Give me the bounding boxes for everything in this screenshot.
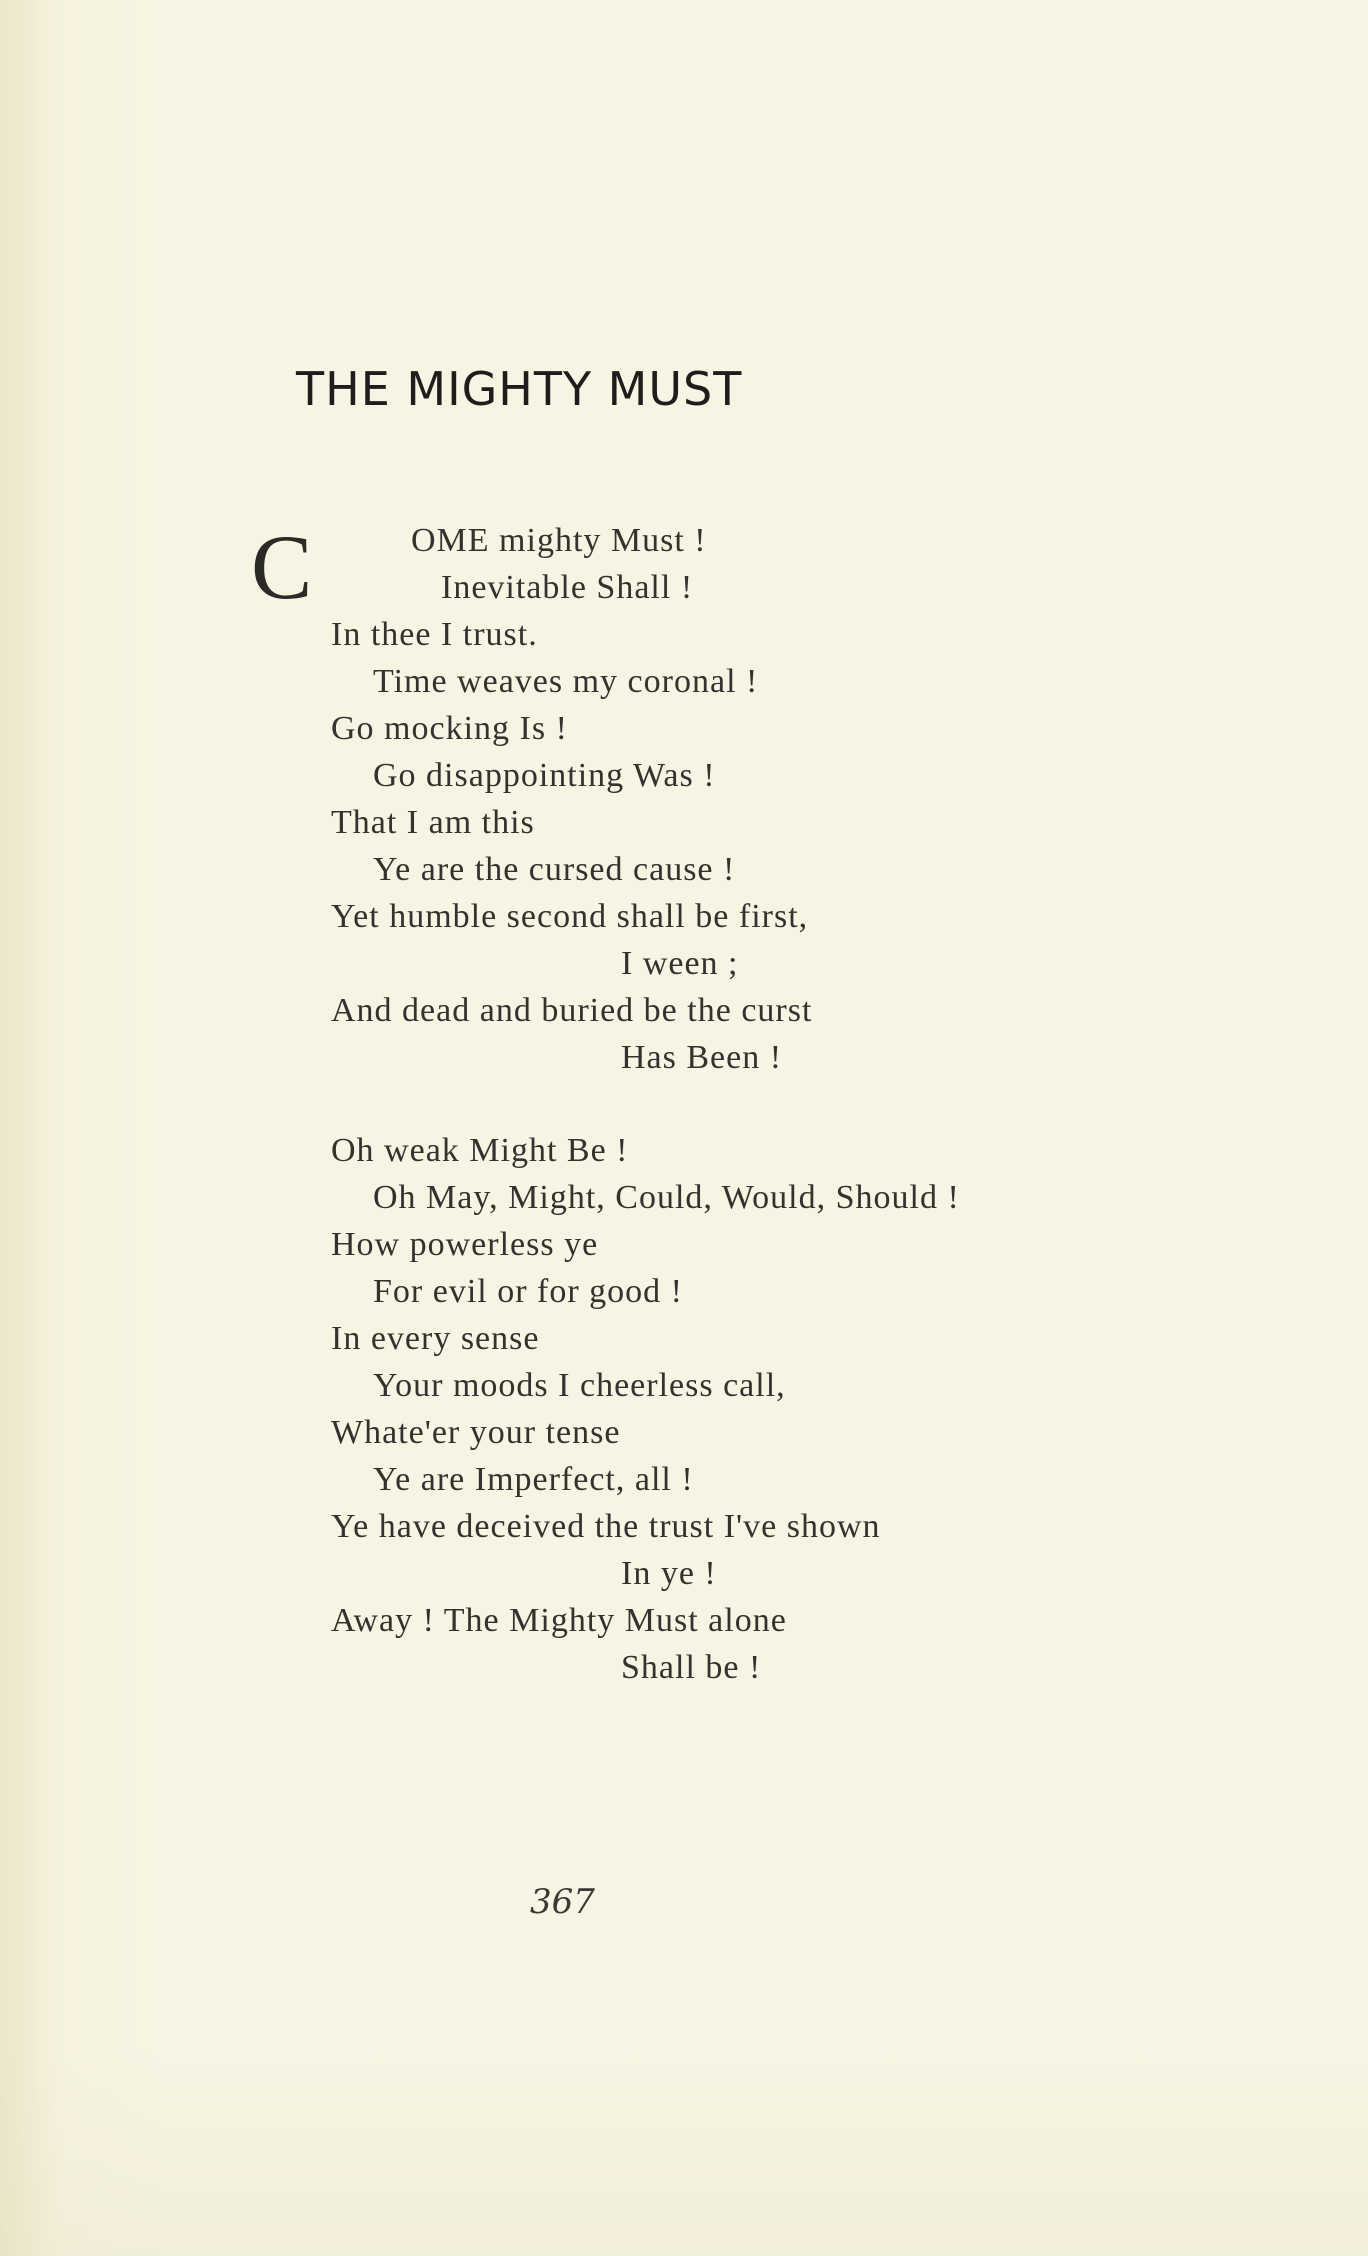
poem-line-text: Yet humble second shall be first,	[331, 898, 809, 935]
poem-title: THE MIGHTY MUST	[296, 362, 743, 416]
poem-line	[331, 893, 960, 940]
drop-cap-letter: C	[251, 516, 314, 618]
poem-line	[331, 1409, 960, 1456]
poem-line	[331, 1644, 960, 1691]
poem-line	[331, 752, 960, 799]
poem-line	[331, 1597, 960, 1644]
poem-line-text: Whate'er your tense	[331, 1414, 621, 1451]
poem-line-text: Ye are the cursed cause !	[373, 851, 736, 888]
poem-line-text: In ye !	[621, 1555, 717, 1592]
poem-body	[251, 516, 960, 1691]
poem-line-text: And dead and buried be the curst	[331, 992, 813, 1029]
poem-line-text: Time weaves my coronal !	[373, 663, 759, 700]
poem-line	[331, 799, 960, 846]
poem-line-text: Shall be !	[621, 1649, 762, 1686]
poem-line-text: Oh weak Might Be !	[331, 1132, 629, 1169]
poem-line	[331, 705, 960, 752]
poem-line	[331, 564, 960, 611]
poem-line-text: Go disappointing Was !	[373, 757, 716, 794]
poem-line	[331, 987, 960, 1034]
poem-line-text: Has Been !	[621, 1039, 783, 1076]
stanza-1	[251, 516, 960, 1081]
stanza-2	[331, 1127, 960, 1691]
poem-line	[331, 940, 960, 987]
poem-line	[331, 1362, 960, 1409]
poem-line	[331, 1174, 960, 1221]
poem-line-text: I ween ;	[621, 945, 739, 982]
poem-line	[331, 1456, 960, 1503]
poem-line-text: Away ! The Mighty Must alone	[331, 1602, 787, 1639]
poem-line-text: That I am this	[331, 804, 535, 841]
poem-line	[331, 658, 960, 705]
poem-line	[331, 1550, 960, 1597]
poem-line	[331, 846, 960, 893]
poem-line	[331, 1268, 960, 1315]
poem-line-text: Ye have deceived the trust I've shown	[331, 1508, 881, 1545]
poem-line	[331, 611, 960, 658]
poem-line-text: Go mocking Is !	[331, 710, 568, 747]
poem-line-text: In thee I trust.	[331, 616, 538, 653]
poem-line-text: Oh May, Might, Could, Would, Should !	[373, 1179, 960, 1216]
poem-line-text: How powerless ye	[331, 1226, 599, 1263]
page-number: 367	[530, 1882, 595, 1922]
poem-line-text: Your moods I cheerless call,	[373, 1367, 786, 1404]
poem-line	[331, 1034, 960, 1081]
poem-line	[331, 1127, 960, 1174]
poem-line-text: For evil or for good !	[373, 1273, 684, 1310]
poem-line-text: Inevitable Shall !	[441, 569, 694, 606]
poem-line	[331, 1221, 960, 1268]
poem-line	[331, 1503, 960, 1550]
poem-line-text: Ye are Imperfect, all !	[373, 1461, 694, 1498]
poem-line-text: OME mighty Must !	[411, 522, 707, 559]
poem-line-text: In every sense	[331, 1320, 540, 1357]
poem-line	[331, 1315, 960, 1362]
